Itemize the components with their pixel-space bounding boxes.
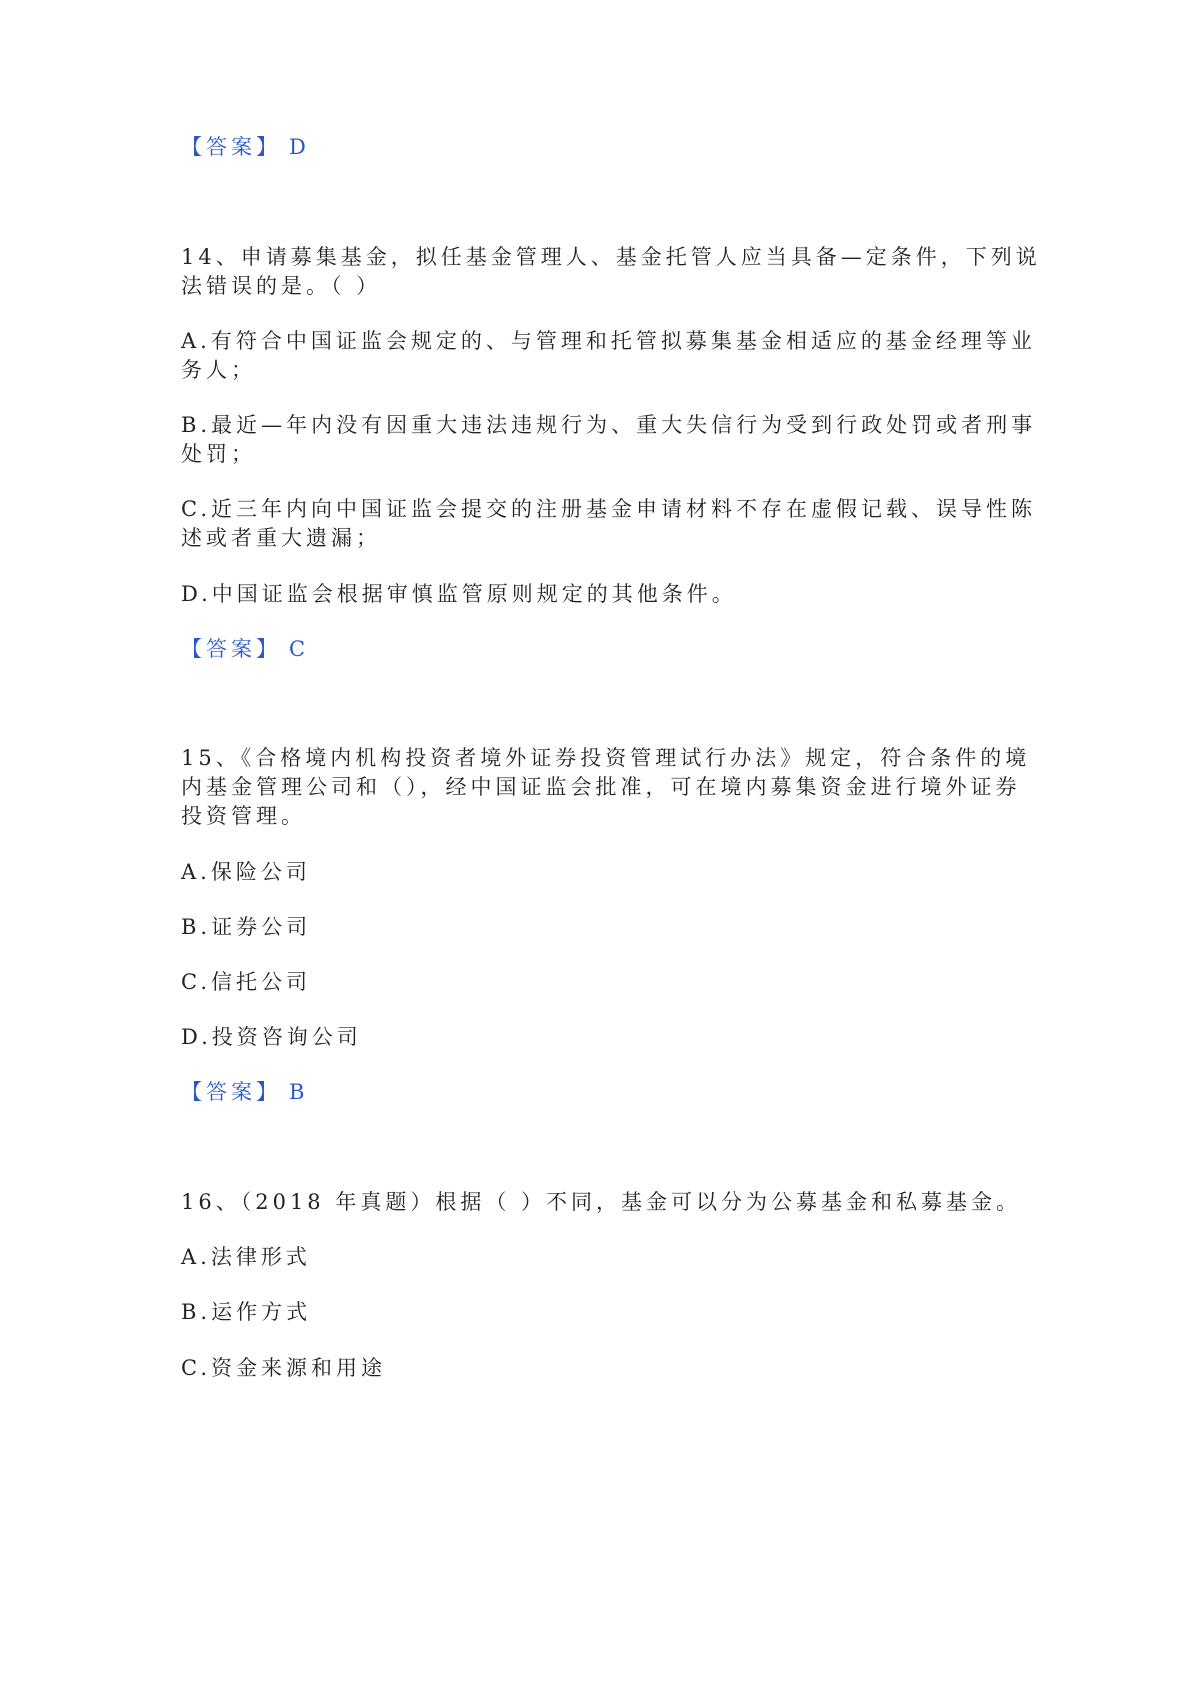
option-14-d: D.中国证监会根据审慎监管原则规定的其他条件。 xyxy=(181,582,737,606)
question-14-line-1: 14、申请募集基金，拟任基金管理人、基金托管人应当具备—定条件，下列说 xyxy=(181,245,1041,269)
question-15-line-1: 15、《合格境内机构投资者境外证券投资管理试行办法》规定，符合条件的境 xyxy=(181,746,1031,770)
answer-14 xyxy=(181,633,1011,665)
answer-value: B xyxy=(289,1080,309,1104)
option-16-a: A.法律形式 xyxy=(181,1245,311,1269)
option-14-b-line-1: B.最近—年内没有因重大违法违规行为、重大失信行为受到行政处罚或者刑事 xyxy=(181,413,1037,437)
option-14-a-line-2: 务人； xyxy=(181,358,256,382)
answer-label: 【答案】 xyxy=(181,135,281,159)
option-14-b-line-2: 处罚； xyxy=(181,442,256,466)
option-14-c-line-2: 述或者重大遗漏； xyxy=(181,526,381,550)
answer-value: C xyxy=(289,637,310,661)
answer-value: D xyxy=(289,135,310,159)
question-16-line-1: 16、（2018 年真题）根据（ ）不同，基金可以分为公募基金和私募基金。 xyxy=(181,1190,1022,1214)
option-15-c: C.信托公司 xyxy=(181,970,311,994)
option-15-d: D.投资咨询公司 xyxy=(181,1025,362,1049)
option-14-a-line-1: A.有符合中国证监会规定的、与管理和托管拟募集基金相适应的基金经理等业 xyxy=(181,329,1036,353)
answer-label: 【答案】 xyxy=(181,637,281,661)
option-15-a: A.保险公司 xyxy=(181,860,311,884)
question-14-line-2: 法错误的是。（ ） xyxy=(181,274,382,298)
answer-13 xyxy=(181,131,1011,163)
answer-15 xyxy=(181,1076,1011,1108)
question-15-line-2: 内基金管理公司和（），经中国证监会批准，可在境内募集资金进行境外证券 xyxy=(181,775,1021,799)
option-15-b: B.证券公司 xyxy=(181,915,312,939)
option-16-c: C.资金来源和用途 xyxy=(181,1356,386,1380)
option-16-b: B.运作方式 xyxy=(181,1300,312,1324)
question-15-line-3: 投资管理。 xyxy=(181,804,306,828)
answer-label: 【答案】 xyxy=(181,1080,281,1104)
option-14-c-line-1: C.近三年内向中国证监会提交的注册基金申请材料不存在虚假记载、误导性陈 xyxy=(181,497,1036,521)
